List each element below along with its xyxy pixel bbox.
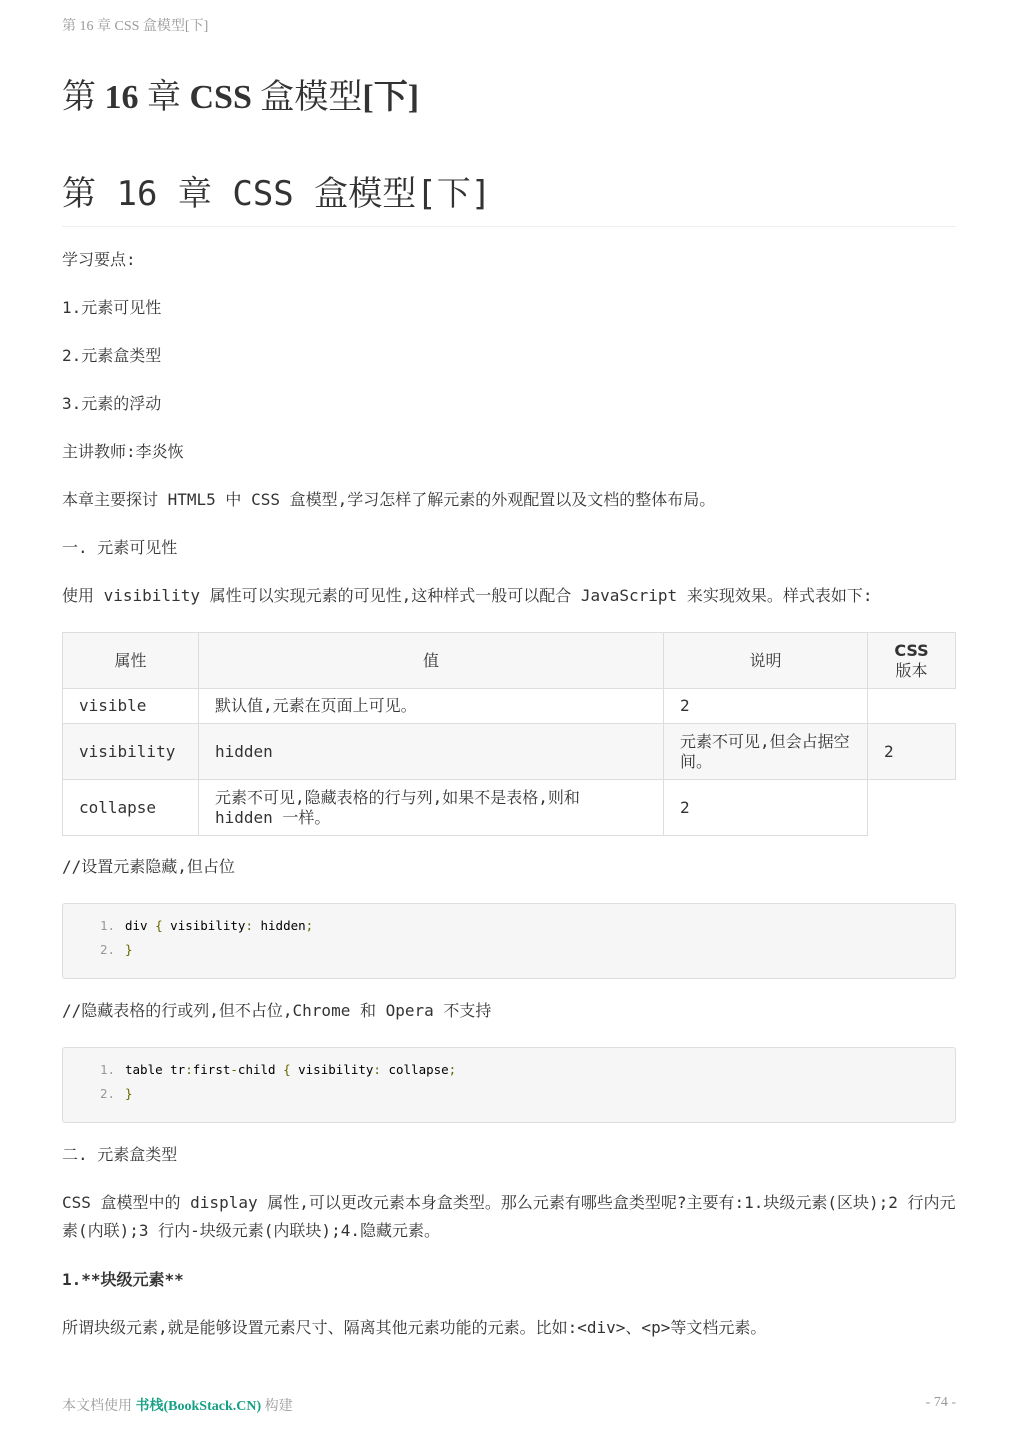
header-value: 值 [199,633,664,689]
table-cell-empty [868,689,956,724]
line-number: 2. [99,942,115,957]
code-line [63,1082,133,1106]
code-brace: { [155,918,163,933]
code-property: visibility [162,918,246,933]
header-description: 说明 [664,633,868,689]
code-semicolon: ; [305,918,314,933]
code-selector: child [237,1062,284,1077]
code-brace: { [283,1062,291,1077]
title-part1: 第 [62,79,105,116]
header-property: 属性 [63,633,199,689]
code-brace: } [125,942,133,957]
footer-brand-link[interactable]: 书栈(BookStack.CN) [135,1399,262,1414]
table-cell: hidden [199,724,664,780]
code-colon: : [245,918,253,933]
code-dash: - [230,1062,238,1077]
table-cell: 2 [664,689,868,724]
code-colon: : [185,1062,193,1077]
table-cell: 2 [664,780,868,836]
table-row [63,689,956,724]
display-description: CSS 盒模型中的 display 属性,可以更改元素本身盒类型。那么元素有哪些盒类型呢?主要有:1.块级元素(区块);2 行内元素(内联);3 行内-块级元素(内联块);4.隐藏元素。 [62,1193,956,1240]
table-header-row [63,633,956,689]
title-part2: 章 [138,79,190,116]
block-element-heading: 1.**块级元素** [62,1270,184,1289]
intro-paragraph: 本章主要探讨 HTML5 中 CSS 盒模型,学习怎样了解元素的外观配置以及文档的整体布局。 [62,490,716,509]
page-title [62,74,419,122]
table-row [63,780,956,836]
header-css-line1: CSS [894,640,929,660]
section-heading-box-type: 二. 元素盒类型 [62,1145,178,1164]
teacher-line: 主讲教师:李炎恢 [62,442,184,461]
code-line [63,938,133,962]
table-cell: 元素不可见,隐藏表格的行与列,如果不是表格,则和 hidden 一样。 [199,780,664,836]
code-selector: table tr [125,1062,186,1077]
table-cell: 默认值,元素在页面上可见。 [199,689,664,724]
line-number: 2. [99,1086,115,1101]
table-cell: visibility [63,724,199,780]
footer-credit [62,1395,293,1415]
code-brace: } [125,1086,133,1101]
page-number: - 74 - [925,1395,956,1410]
code-block-visibility-collapse [62,1047,956,1123]
code-colon: : [373,1062,381,1077]
comment-hide-table-row: //隐藏表格的行或列,但不占位,Chrome 和 Opera 不支持 [62,1001,492,1020]
comment-hide-keep-space: //设置元素隐藏,但占位 [62,857,235,876]
title-num: 16 [104,79,139,116]
section-heading-visibility: 一. 元素可见性 [62,538,178,557]
title-css: CSS [189,79,252,116]
line-number: 1. [99,918,115,933]
footer-prefix: 本文档使用 [62,1399,136,1414]
code-block-visibility-hidden [62,903,956,979]
code-semicolon: ; [448,1062,457,1077]
title-bracket: [下] [362,79,420,116]
footer-suffix: 构建 [261,1399,293,1414]
code-selector: div [125,918,156,933]
table-cell-empty [868,780,956,836]
code-value: hidden [252,918,306,933]
block-element-description: 所谓块级元素,就是能够设置元素尺寸、隔离其他元素功能的元素。比如:<div>、<p>等文档元素。 [62,1318,767,1337]
chapter-heading: 第 16 章 CSS 盒模型[下] [62,168,956,227]
study-points-label: 学习要点: [62,250,136,269]
code-selector: first [192,1062,231,1077]
table-row [63,724,956,780]
study-point-2: 2.元素盒类型 [62,346,162,365]
study-point-3: 3.元素的浮动 [62,394,162,413]
code-value: collapse [380,1062,449,1077]
visibility-description: 使用 visibility 属性可以实现元素的可见性,这种样式一般可以配合 JavaScript 来实现效果。样式表如下: [62,586,873,605]
header-css-line2: 版本 [895,660,928,680]
study-point-1: 1.元素可见性 [62,298,162,317]
code-property: visibility [290,1062,374,1077]
title-part3: 盒模型 [251,79,363,116]
table-cell: 元素不可见,但会占据空间。 [664,724,868,780]
table-cell: collapse [63,780,199,836]
header-css-version [868,633,956,689]
code-line [63,914,313,938]
running-header: 第 16 章 CSS 盒模型[下] [62,19,209,34]
code-line [63,1058,456,1082]
line-number: 1. [99,1062,115,1077]
table-cell: 2 [868,724,956,780]
table-cell: visible [63,689,199,724]
visibility-table [62,632,956,836]
